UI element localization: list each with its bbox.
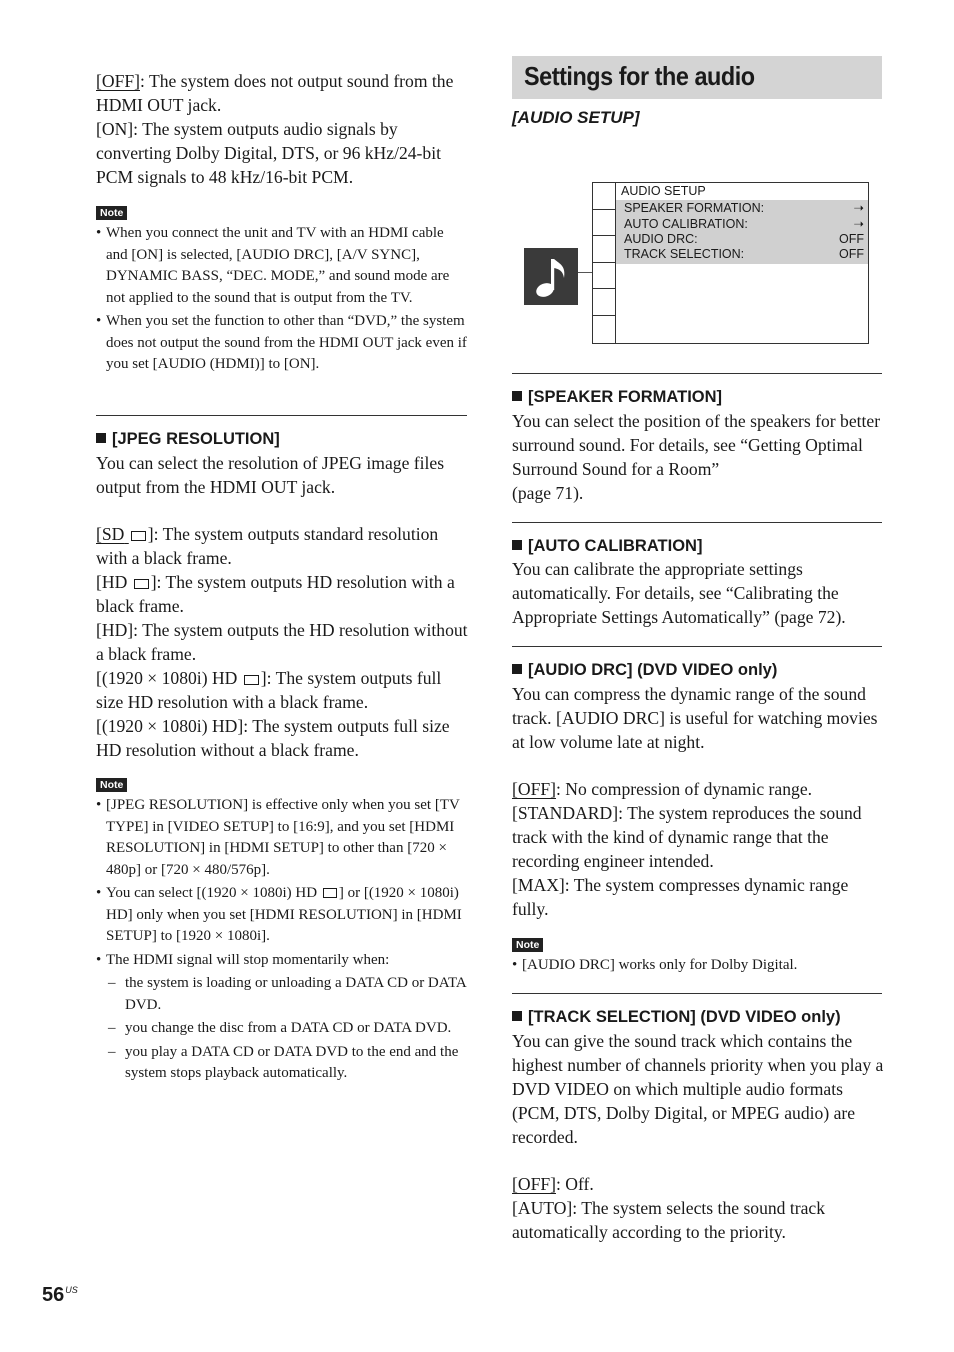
note-item: • When you set the function to other than “DVD,” the system does not output the sound from the HDMI OUT jack even if you set [AUDIO (HDMI)] to [ON]. xyxy=(96,311,468,376)
menu-category-cell[interactable] xyxy=(593,236,615,263)
audio-drc-options xyxy=(512,777,884,921)
menu-item-auto-calibration[interactable]: AUTO CALIBRATION: ➝ xyxy=(624,217,864,231)
auto-calibration-text: You can calibrate the appropriate settings automatically. For details, see “Calibrating the Appropriate Settings Automatically” (page 72). xyxy=(512,559,846,627)
note-item: • When you connect the unit and TV with an HDMI cable and [ON] is selected, [AUDIO DRC], [A/V SYNC], DYNAMIC BASS, “DEC. MODE,” and sound mode are not applied to the sound that is output from the TV. xyxy=(96,223,468,309)
frame-box-icon xyxy=(131,531,146,541)
dash-item: – you change the disc from a DATA CD or DATA DVD. xyxy=(96,1018,468,1040)
note-list-hdmi xyxy=(96,223,468,378)
music-note-icon xyxy=(524,248,578,305)
hdmi-audio-off-option: [OFF]: The system does not output sound from the HDMI OUT jack. xyxy=(96,71,454,115)
menu-item-audio-drc[interactable]: AUDIO DRC: OFF xyxy=(624,232,864,246)
jpeg-hd-frame-option: [HD ]: The system outputs HD resolution with a black frame. xyxy=(96,572,455,616)
page-number: $56^{US}$ xyxy=(42,1284,78,1306)
menu-category-strip xyxy=(593,183,616,343)
jpeg-resolution-heading: [JPEG RESOLUTION] xyxy=(96,429,280,449)
track-selection-options xyxy=(512,1172,884,1244)
arrow-right-icon: ➝ xyxy=(853,217,864,231)
menu-item-list xyxy=(616,200,868,264)
menu-title: AUDIO SETUP xyxy=(621,184,706,198)
note-item: • The HDMI signal will stop momentarily when: – the system is loading or unloading a DATA CD or DATA DVD. – you change the disc from a DATA CD or DATA DVD. – you play a DATA CD or DATA DVD to the end and the system stops playback automatically. xyxy=(96,950,468,1085)
menu-category-cell[interactable] xyxy=(593,289,615,316)
note-list-jpeg xyxy=(96,795,468,1087)
audio-drc-standard-option: [STANDARD]: The system reproduces the sound track with the kind of dynamic range that the recording engineer intended. xyxy=(512,803,862,871)
audio-drc-off-option: [OFF]: No compression of dynamic range. xyxy=(512,779,813,799)
section-divider xyxy=(512,646,882,647)
audio-drc-heading: [AUDIO DRC] (DVD VIDEO only) xyxy=(512,660,777,680)
frame-box-icon xyxy=(134,579,149,589)
jpeg-resolution-options xyxy=(96,522,468,762)
section-divider xyxy=(512,993,882,994)
menu-category-cell[interactable] xyxy=(593,210,615,237)
section-title-bar xyxy=(512,56,882,99)
note-item: • [AUDIO DRC] works only for Dolby Digital. xyxy=(512,955,884,977)
square-bullet-icon xyxy=(512,540,522,550)
jpeg-full-frame-option: [(1920 × 1080i) HD ]: The system outputs full size HD resolution with a black frame. xyxy=(96,668,442,712)
square-bullet-icon xyxy=(512,391,522,401)
menu-item-track-selection[interactable]: TRACK SELECTION: OFF xyxy=(624,247,864,261)
hdmi-audio-on-option: [ON]: The system outputs audio signals by converting Dolby Digital, DTS, or 96 kHz/24-bit PCM signals to 48 kHz/16-bit PCM. xyxy=(96,119,441,187)
audio-drc-intro: You can compress the dynamic range of the sound track. [AUDIO DRC] is useful for watching movies at low volume late at night. xyxy=(512,684,878,752)
audio-drc-max-option: [MAX]: The system compresses dynamic range fully. xyxy=(512,875,849,919)
frame-box-icon xyxy=(323,888,337,898)
dash-item: – you play a DATA CD or DATA DVD to the end and the system stops playback automatically. xyxy=(96,1042,468,1085)
square-bullet-icon xyxy=(96,433,106,443)
speaker-formation-text: You can select the position of the speakers for better surround sound. For details, see “Getting Optimal Surround Sound for a Room” (page 71). xyxy=(512,411,881,503)
menu-category-cell[interactable] xyxy=(593,263,615,290)
track-auto-option: [AUTO]: The system selects the sound track automatically according to the priority. xyxy=(512,1198,826,1242)
jpeg-sd-option: [SD ]: The system outputs standard resolution with a black frame. xyxy=(96,524,439,568)
section-subtitle: [AUDIO SETUP] xyxy=(512,108,640,127)
section-divider xyxy=(96,415,467,416)
section-divider xyxy=(512,522,882,523)
frame-box-icon xyxy=(244,675,259,685)
track-selection-intro: You can give the sound track which contains the highest number of channels priority when you play a DVD VIDEO on which multiple audio formats (PCM, DTS, Dolby Digital, or MPEG audio) are recorded. xyxy=(512,1031,884,1147)
note-label: Note xyxy=(96,778,127,792)
hdmi-audio-options xyxy=(96,69,468,189)
note-list-drc xyxy=(512,955,884,979)
jpeg-full-option: [(1920 × 1080i) HD]: The system outputs full size HD resolution without a black frame. xyxy=(96,716,450,760)
page-title: Settings for the audio xyxy=(524,61,755,91)
note-item: • You can select [(1920 × 1080i) HD ] or [(1920 × 1080i) HD] only when you set [HDMI RESOLUTION] in [HDMI SETUP] to [1920 × 1080i]. xyxy=(96,883,468,948)
menu-category-cell[interactable] xyxy=(593,316,615,343)
auto-calibration-heading: [AUTO CALIBRATION] xyxy=(512,536,702,556)
dash-list xyxy=(96,973,468,1085)
section-divider xyxy=(512,373,882,374)
jpeg-resolution-intro: You can select the resolution of JPEG image files output from the HDMI OUT jack. xyxy=(96,453,445,497)
menu-item-speaker-formation[interactable]: SPEAKER FORMATION: ➝ xyxy=(624,201,864,215)
note-label: Note xyxy=(512,938,543,952)
note-label: Note xyxy=(96,206,127,220)
jpeg-hd-option: [HD]: The system outputs the HD resolution without a black frame. xyxy=(96,620,468,664)
menu-category-cell[interactable] xyxy=(593,183,615,210)
track-selection-heading: [TRACK SELECTION] (DVD VIDEO only) xyxy=(512,1007,841,1027)
audio-setup-menu xyxy=(592,182,869,344)
note-item: • [JPEG RESOLUTION] is effective only when you set [TV TYPE] in [VIDEO SETUP] to [16:9], and you set [HDMI RESOLUTION] in [HDMI SETUP] to other than [720 × 480p] or [720 × 480/576p]. xyxy=(96,795,468,881)
square-bullet-icon xyxy=(512,664,522,674)
arrow-right-icon: ➝ xyxy=(853,201,864,215)
track-off-option: [OFF]: Off. xyxy=(512,1174,594,1194)
square-bullet-icon xyxy=(512,1011,522,1021)
dash-item: – the system is loading or unloading a DATA CD or DATA DVD. xyxy=(96,973,468,1016)
speaker-formation-heading: [SPEAKER FORMATION] xyxy=(512,387,722,407)
